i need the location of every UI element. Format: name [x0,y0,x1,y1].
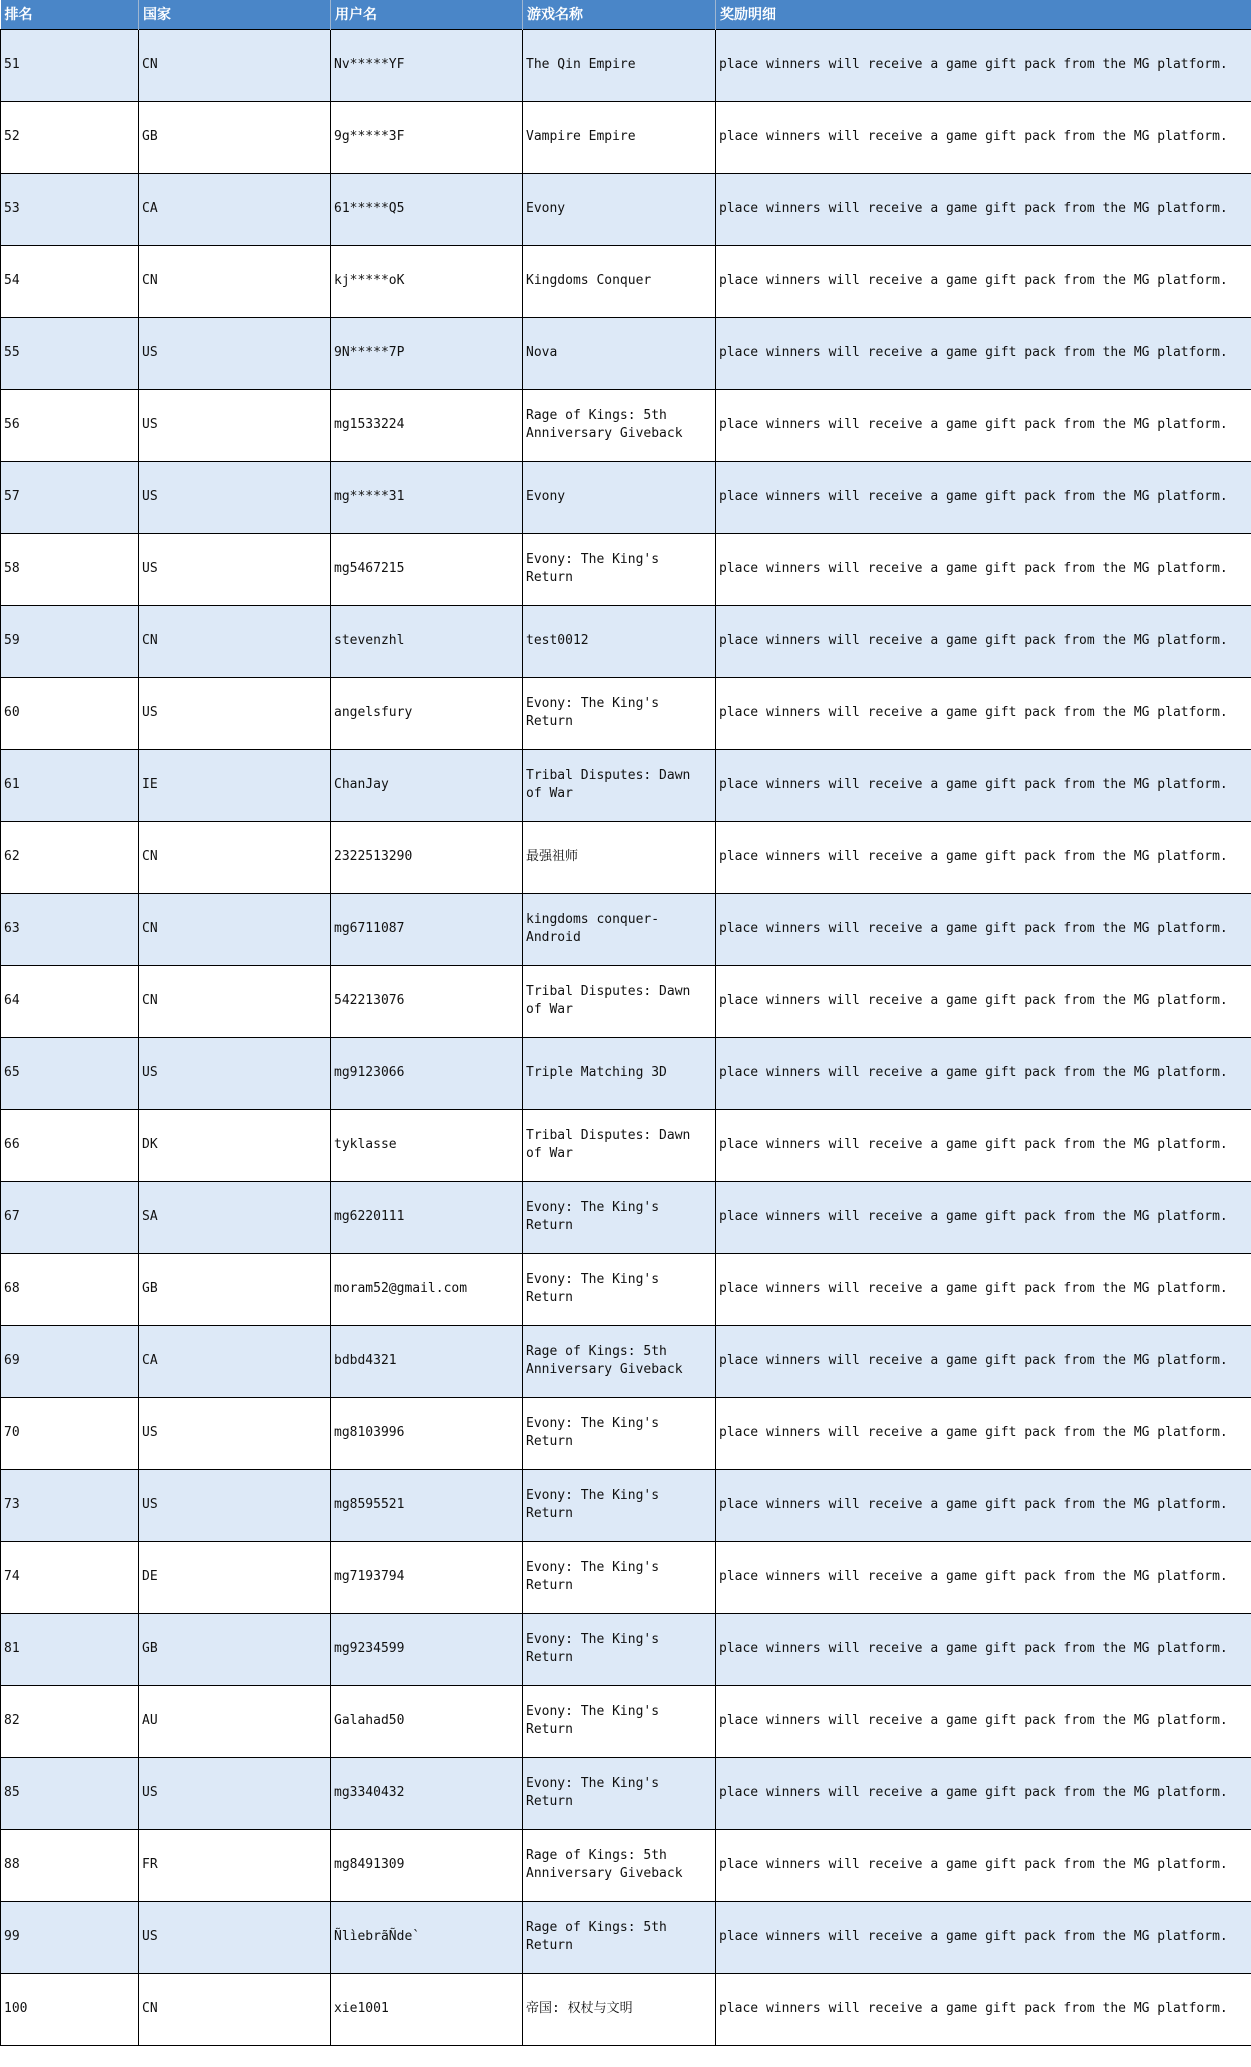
cell-game-name: Evony: The King's Return [523,1613,716,1685]
header-rank: 排名 [1,0,139,29]
cell-reward-details: place winners will receive a game gift pack from the MG platform. [716,821,1251,893]
cell-reward-details: place winners will receive a game gift pack from the MG platform. [716,677,1251,749]
cell-game-name: The Qin Empire [523,29,716,101]
cell-game-name: Tribal Disputes: Dawn of War [523,965,716,1037]
table-row [1,821,1251,893]
cell-country: GB [139,101,331,173]
header-game-name: 游戏名称 [523,0,716,29]
cell-username: mg9123066 [331,1037,523,1109]
header-reward-details: 奖励明细 [716,0,1251,29]
cell-rank: 64 [1,965,139,1037]
cell-game-name: Triple Matching 3D [523,1037,716,1109]
cell-reward-details: place winners will receive a game gift pack from the MG platform. [716,1109,1251,1181]
cell-reward-details: place winners will receive a game gift pack from the MG platform. [716,461,1251,533]
cell-game-name: Evony: The King's Return [523,533,716,605]
cell-reward-details: place winners will receive a game gift pack from the MG platform. [716,1469,1251,1541]
cell-game-name: Evony [523,173,716,245]
table-row [1,1109,1251,1181]
table-row [1,1757,1251,1829]
cell-rank: 53 [1,173,139,245]
cell-country: DE [139,1541,331,1613]
cell-country: AU [139,1685,331,1757]
cell-country: CN [139,821,331,893]
cell-reward-details: place winners will receive a game gift pack from the MG platform. [716,893,1251,965]
cell-game-name: Vampire Empire [523,101,716,173]
table-row [1,101,1251,173]
cell-username: Galahad50 [331,1685,523,1757]
cell-country: US [139,677,331,749]
cell-reward-details: place winners will receive a game gift pack from the MG platform. [716,605,1251,677]
cell-game-name: Rage of Kings: 5th Anniversary Giveback [523,1325,716,1397]
cell-rank: 70 [1,1397,139,1469]
cell-game-name: 帝国: 权杖与文明 [523,1973,716,2045]
cell-rank: 52 [1,101,139,173]
cell-country: IE [139,749,331,821]
cell-country: SA [139,1181,331,1253]
cell-rank: 51 [1,29,139,101]
cell-country: FR [139,1829,331,1901]
cell-country: US [139,533,331,605]
cell-username: mg6711087 [331,893,523,965]
cell-country: CN [139,29,331,101]
table-row [1,1325,1251,1397]
cell-country: CN [139,965,331,1037]
cell-country: US [139,461,331,533]
cell-rank: 60 [1,677,139,749]
table-row [1,965,1251,1037]
table-row [1,461,1251,533]
cell-reward-details: place winners will receive a game gift pack from the MG platform. [716,1685,1251,1757]
table-body [1,29,1251,2045]
cell-game-name: Evony: The King's Return [523,1541,716,1613]
cell-username: ÑlìebrãÑde` [331,1901,523,1973]
table-row [1,317,1251,389]
cell-country: GB [139,1613,331,1685]
cell-reward-details: place winners will receive a game gift pack from the MG platform. [716,965,1251,1037]
cell-reward-details: place winners will receive a game gift pack from the MG platform. [716,1901,1251,1973]
cell-country: CN [139,245,331,317]
cell-rank: 61 [1,749,139,821]
cell-reward-details: place winners will receive a game gift pack from the MG platform. [716,1253,1251,1325]
cell-game-name: 最强祖师 [523,821,716,893]
cell-country: CA [139,173,331,245]
cell-username: mg5467215 [331,533,523,605]
cell-username: moram52@gmail.com [331,1253,523,1325]
cell-game-name: Evony: The King's Return [523,677,716,749]
cell-game-name: Evony: The King's Return [523,1181,716,1253]
table-header [1,0,1251,29]
cell-country: CN [139,893,331,965]
cell-username: angelsfury [331,677,523,749]
cell-reward-details: place winners will receive a game gift pack from the MG platform. [716,317,1251,389]
cell-username: mg6220111 [331,1181,523,1253]
table-row [1,1973,1251,2045]
cell-country: US [139,1037,331,1109]
cell-username: mg*****31 [331,461,523,533]
cell-reward-details: place winners will receive a game gift pack from the MG platform. [716,1757,1251,1829]
cell-rank: 82 [1,1685,139,1757]
cell-reward-details: place winners will receive a game gift pack from the MG platform. [716,29,1251,101]
cell-game-name: Evony [523,461,716,533]
cell-reward-details: place winners will receive a game gift pack from the MG platform. [716,1181,1251,1253]
cell-country: US [139,1469,331,1541]
cell-game-name: Tribal Disputes: Dawn of War [523,1109,716,1181]
table-row [1,533,1251,605]
cell-username: 2322513290 [331,821,523,893]
cell-rank: 67 [1,1181,139,1253]
table-row [1,29,1251,101]
cell-country: US [139,317,331,389]
cell-country: US [139,1901,331,1973]
cell-rank: 54 [1,245,139,317]
cell-rank: 65 [1,1037,139,1109]
cell-game-name: Evony: The King's Return [523,1757,716,1829]
cell-rank: 85 [1,1757,139,1829]
cell-username: mg3340432 [331,1757,523,1829]
cell-rank: 62 [1,821,139,893]
cell-rank: 73 [1,1469,139,1541]
cell-username: mg8103996 [331,1397,523,1469]
cell-reward-details: place winners will receive a game gift pack from the MG platform. [716,1037,1251,1109]
cell-game-name: Evony: The King's Return [523,1469,716,1541]
table-row [1,1685,1251,1757]
cell-reward-details: place winners will receive a game gift pack from the MG platform. [716,1973,1251,2045]
cell-rank: 100 [1,1973,139,2045]
cell-game-name: Tribal Disputes: Dawn of War [523,749,716,821]
cell-game-name: Evony: The King's Return [523,1685,716,1757]
table-row [1,1613,1251,1685]
cell-rank: 63 [1,893,139,965]
cell-reward-details: place winners will receive a game gift pack from the MG platform. [716,533,1251,605]
cell-reward-details: place winners will receive a game gift pack from the MG platform. [716,101,1251,173]
cell-username: ChanJay [331,749,523,821]
table-row [1,1469,1251,1541]
cell-reward-details: place winners will receive a game gift pack from the MG platform. [716,173,1251,245]
cell-username: Nv*****YF [331,29,523,101]
cell-username: 542213076 [331,965,523,1037]
table-row [1,749,1251,821]
cell-country: US [139,389,331,461]
cell-username: mg1533224 [331,389,523,461]
header-username: 用户名 [331,0,523,29]
table-row [1,389,1251,461]
cell-rank: 56 [1,389,139,461]
cell-reward-details: place winners will receive a game gift pack from the MG platform. [716,389,1251,461]
cell-reward-details: place winners will receive a game gift pack from the MG platform. [716,245,1251,317]
table-row [1,1037,1251,1109]
table-row [1,1541,1251,1613]
table-row [1,173,1251,245]
cell-rank: 81 [1,1613,139,1685]
cell-game-name: Rage of Kings: 5th Return [523,1901,716,1973]
cell-game-name: test0012 [523,605,716,677]
cell-rank: 69 [1,1325,139,1397]
cell-country: US [139,1397,331,1469]
cell-reward-details: place winners will receive a game gift pack from the MG platform. [716,1541,1251,1613]
cell-username: kj*****oK [331,245,523,317]
cell-reward-details: place winners will receive a game gift pack from the MG platform. [716,1325,1251,1397]
cell-username: mg7193794 [331,1541,523,1613]
cell-country: DK [139,1109,331,1181]
cell-reward-details: place winners will receive a game gift pack from the MG platform. [716,1613,1251,1685]
table-row [1,1397,1251,1469]
table-row [1,245,1251,317]
cell-username: stevenzhl [331,605,523,677]
cell-rank: 66 [1,1109,139,1181]
cell-game-name: Kingdoms Conquer [523,245,716,317]
cell-game-name: Rage of Kings: 5th Anniversary Giveback [523,389,716,461]
cell-username: xie1001 [331,1973,523,2045]
cell-game-name: kingdoms conquer-Android [523,893,716,965]
cell-rank: 57 [1,461,139,533]
cell-reward-details: place winners will receive a game gift pack from the MG platform. [716,1397,1251,1469]
cell-reward-details: place winners will receive a game gift pack from the MG platform. [716,749,1251,821]
cell-rank: 55 [1,317,139,389]
cell-country: US [139,1757,331,1829]
cell-rank: 74 [1,1541,139,1613]
cell-username: bdbd4321 [331,1325,523,1397]
cell-game-name: Evony: The King's Return [523,1397,716,1469]
table-row [1,1253,1251,1325]
cell-country: CN [139,605,331,677]
cell-username: 9g*****3F [331,101,523,173]
cell-country: CA [139,1325,331,1397]
cell-username: 61*****Q5 [331,173,523,245]
table-row [1,1901,1251,1973]
cell-rank: 68 [1,1253,139,1325]
table-row [1,605,1251,677]
cell-reward-details: place winners will receive a game gift pack from the MG platform. [716,1829,1251,1901]
cell-username: 9N*****7P [331,317,523,389]
cell-username: tyklasse [331,1109,523,1181]
cell-rank: 58 [1,533,139,605]
cell-game-name: Evony: The King's Return [523,1253,716,1325]
header-row [1,0,1251,29]
table-row [1,893,1251,965]
table-row [1,677,1251,749]
cell-username: mg8491309 [331,1829,523,1901]
header-country: 国家 [139,0,331,29]
cell-rank: 59 [1,605,139,677]
cell-rank: 88 [1,1829,139,1901]
cell-rank: 99 [1,1901,139,1973]
table-row [1,1829,1251,1901]
cell-username: mg9234599 [331,1613,523,1685]
cell-game-name: Nova [523,317,716,389]
cell-country: CN [139,1973,331,2045]
table-row [1,1181,1251,1253]
cell-game-name: Rage of Kings: 5th Anniversary Giveback [523,1829,716,1901]
cell-username: mg8595521 [331,1469,523,1541]
cell-country: GB [139,1253,331,1325]
